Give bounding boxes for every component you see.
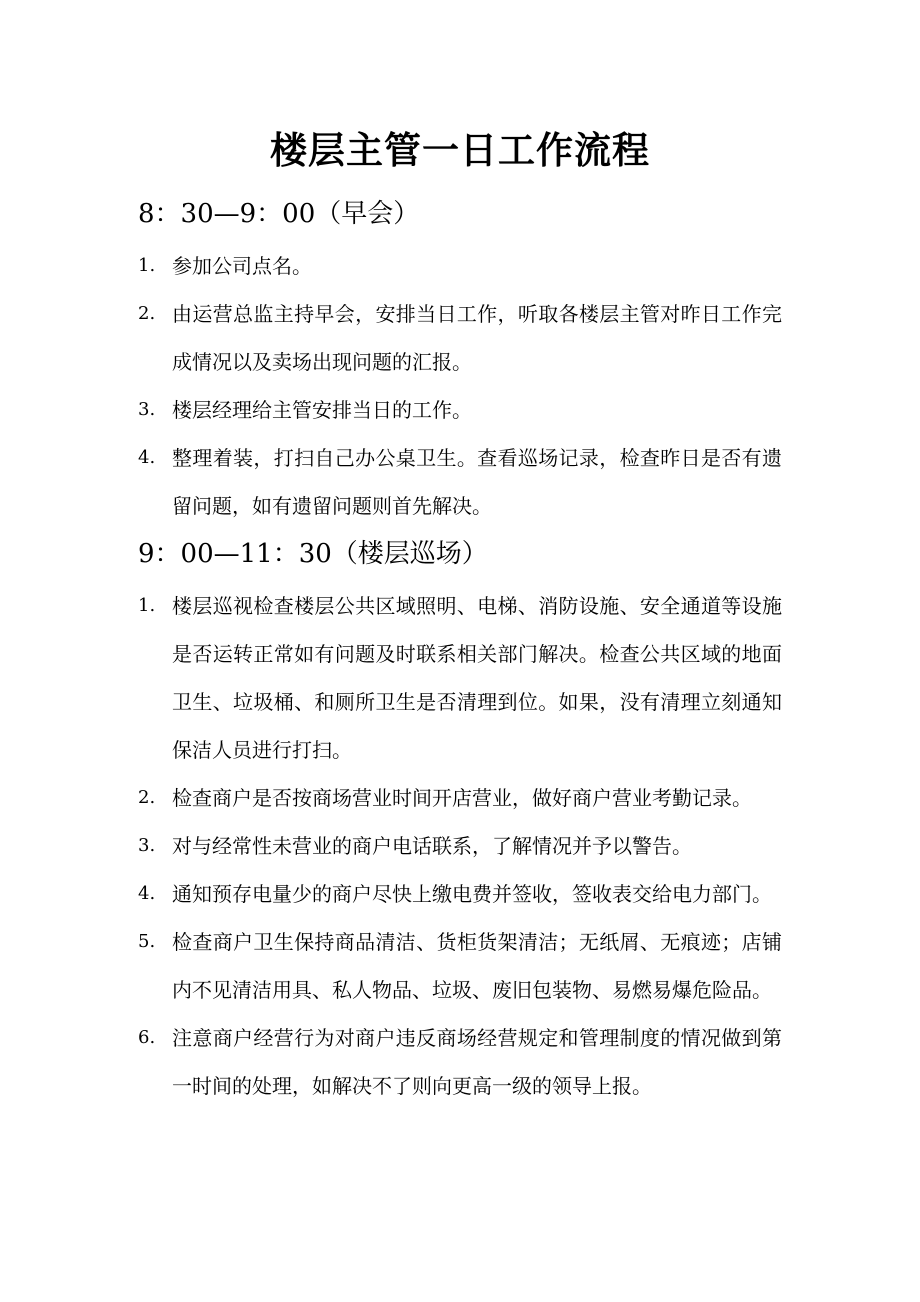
- list-item: [138, 242, 782, 290]
- item-text: 检查商户是否按商场营业时间开店营业，做好商户营业考勤记录。: [172, 786, 752, 810]
- list-item: [138, 1014, 782, 1110]
- item-text: 注意商户经营行为对商户违反商场经营规定和管理制度的情况做到第一时间的处理，如解决不了则向更高一级的领导上报。: [172, 1026, 782, 1098]
- item-number: 5.: [138, 931, 156, 952]
- item-number: 3.: [138, 835, 156, 856]
- item-number: 3.: [138, 399, 156, 420]
- item-list: [138, 582, 782, 1110]
- section-heading: 9：00—11：30（楼层巡场）: [138, 539, 488, 569]
- list-item: [138, 822, 782, 870]
- item-text: 由运营总监主持早会，安排当日工作，听取各楼层主管对昨日工作完成情况以及卖场出现问题的汇报。: [172, 302, 782, 374]
- item-number: 1.: [138, 255, 156, 276]
- item-text: 通知预存电量少的商户尽快上缴电费并签收，签收表交给电力部门。: [172, 882, 772, 906]
- item-text: 对与经常性未营业的商户电话联系，了解情况并予以警告。: [172, 834, 692, 858]
- item-number: 6.: [138, 1027, 156, 1048]
- item-text: 检查商户卫生保持商品清洁、货柜货架清洁；无纸屑、无痕迹；店铺内不见清洁用具、私人物品、垃圾、废旧包装物、易燃易爆危险品。: [172, 930, 782, 1002]
- item-text: 参加公司点名。: [172, 254, 312, 278]
- item-number: 1.: [138, 595, 156, 616]
- section-morning-meeting: [138, 190, 782, 530]
- item-list: [138, 242, 782, 530]
- document-title: 楼层主管一日工作流程: [270, 128, 650, 172]
- item-number: 2.: [138, 787, 156, 808]
- list-item: [138, 918, 782, 1014]
- list-item: [138, 582, 782, 774]
- item-number: 4.: [138, 447, 156, 468]
- item-text: 楼层巡视检查楼层公共区域照明、电梯、消防设施、安全通道等设施是否运转正常如有问题及时联系相关部门解决。检查公共区域的地面卫生、垃圾桶、和厕所卫生是否清理到位。如果，没有清理立刻通知保洁人员进行打扫。: [172, 594, 782, 762]
- item-number: 4.: [138, 883, 156, 904]
- section-heading: 8：30—9：00（早会）: [138, 199, 420, 229]
- item-text: 楼层经理给主管安排当日的工作。: [172, 398, 472, 422]
- list-item: [138, 290, 782, 386]
- list-item: [138, 870, 782, 918]
- list-item: [138, 434, 782, 530]
- list-item: [138, 386, 782, 434]
- section-floor-patrol: [138, 530, 782, 1110]
- item-text: 整理着装，打扫自己办公桌卫生。查看巡场记录，检查昨日是否有遗留问题，如有遗留问题则首先解决。: [172, 446, 782, 518]
- item-number: 2.: [138, 303, 156, 324]
- list-item: [138, 774, 782, 822]
